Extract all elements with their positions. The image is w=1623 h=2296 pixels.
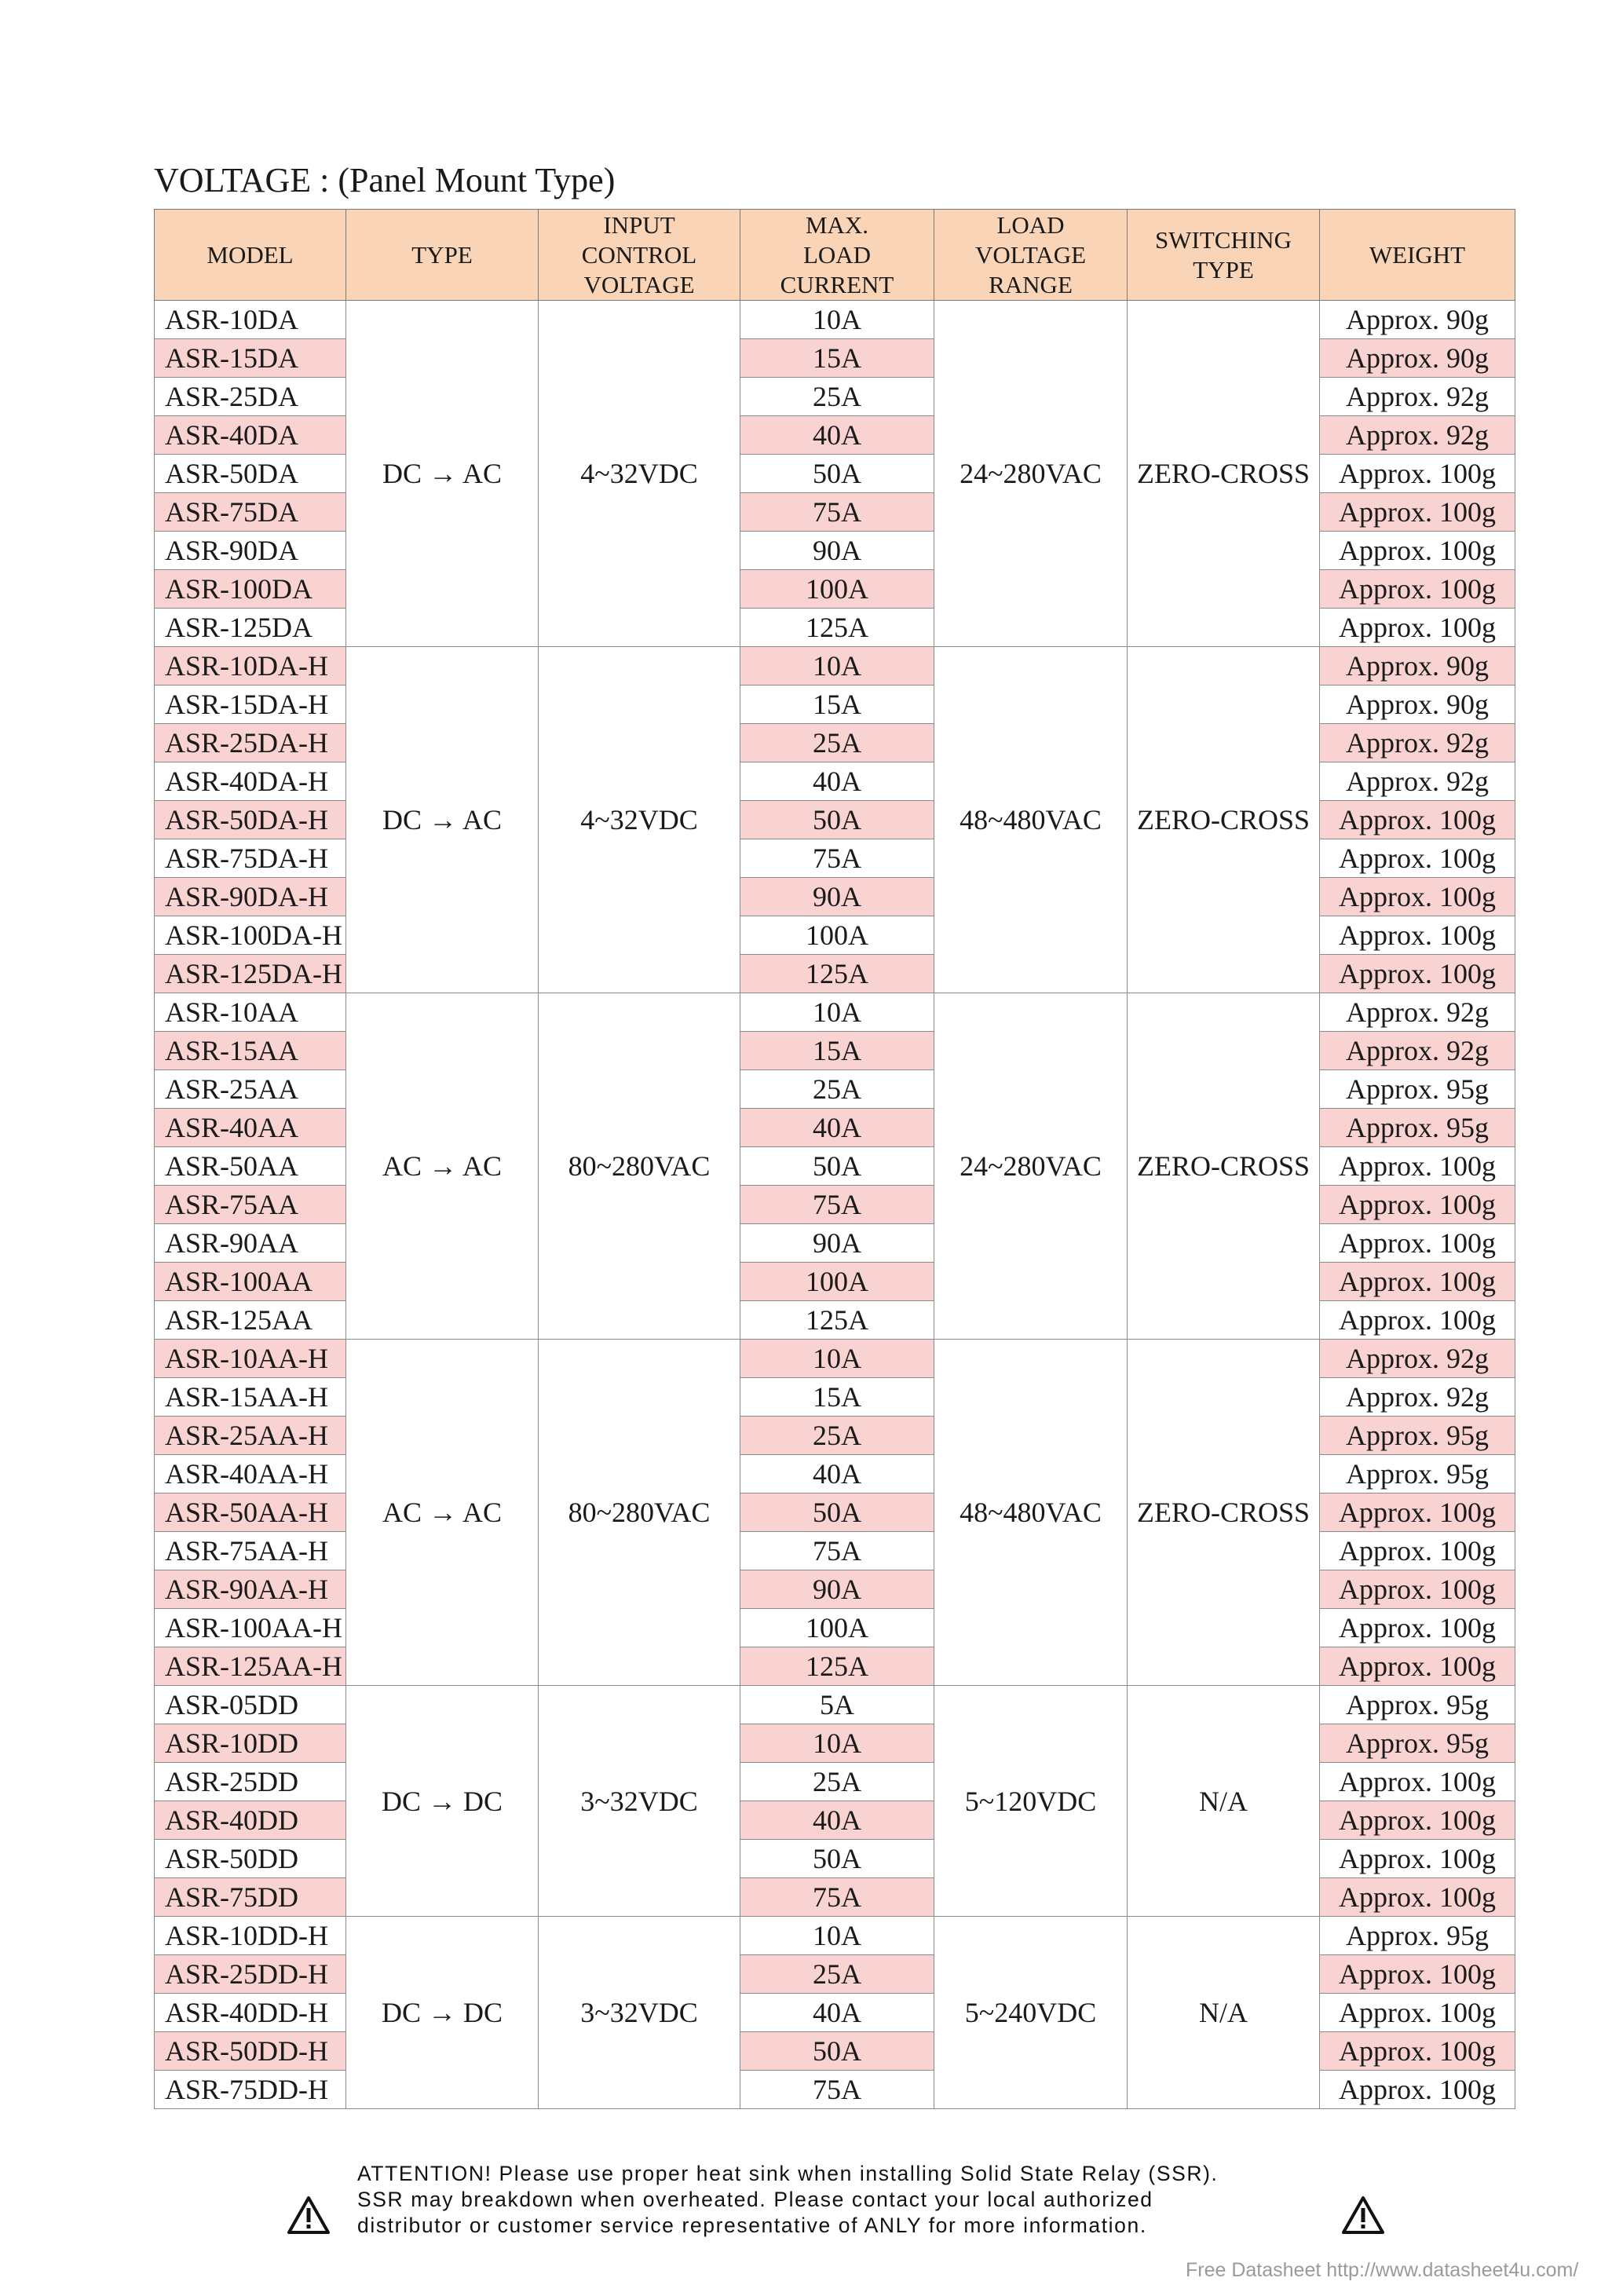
weight-cell: Approx. 100g — [1320, 1994, 1515, 2032]
current-cell: 25A — [740, 378, 934, 416]
weight-cell: Approx. 100g — [1320, 1532, 1515, 1570]
current-cell: 40A — [740, 762, 934, 801]
page-title: VOLTAGE : (Panel Mount Type) — [154, 161, 616, 199]
current-cell: 40A — [740, 1994, 934, 2032]
weight-cell: Approx. 90g — [1320, 301, 1515, 339]
current-cell: 40A — [740, 1455, 934, 1493]
table-row — [155, 993, 1515, 1032]
header-line: CURRENT — [780, 270, 894, 298]
weight-cell: Approx. 100g — [1320, 1955, 1515, 1994]
current-cell: 75A — [740, 2071, 934, 2109]
model-cell: ASR-10DD-H — [155, 1917, 346, 1955]
weight-cell: Approx. 100g — [1320, 532, 1515, 570]
model-cell: ASR-50DA-H — [155, 801, 346, 839]
current-cell: 50A — [740, 1493, 934, 1532]
header-row — [155, 210, 1515, 301]
current-cell: 125A — [740, 1301, 934, 1340]
current-cell: 125A — [740, 1647, 934, 1686]
load-voltage-range-cell: 5~240VDC — [934, 1917, 1128, 2109]
current-cell: 75A — [740, 1532, 934, 1570]
model-cell: ASR-125AA — [155, 1301, 346, 1340]
current-cell: 15A — [740, 1378, 934, 1417]
type-cell: DC → AC — [346, 301, 539, 647]
input-voltage-cell: 80~280VAC — [539, 993, 740, 1340]
model-cell: ASR-15DA — [155, 339, 346, 378]
model-cell: ASR-100AA — [155, 1263, 346, 1301]
current-cell: 100A — [740, 570, 934, 609]
weight-cell: Approx. 90g — [1320, 647, 1515, 686]
current-cell: 75A — [740, 1186, 934, 1224]
load-voltage-range-cell: 24~280VAC — [934, 993, 1128, 1340]
weight-cell: Approx. 100g — [1320, 1647, 1515, 1686]
weight-cell: Approx. 95g — [1320, 1917, 1515, 1955]
current-cell: 75A — [740, 493, 934, 532]
model-cell: ASR-15AA-H — [155, 1378, 346, 1417]
model-cell: ASR-125DA — [155, 609, 346, 647]
input-voltage-cell: 4~32VDC — [539, 301, 740, 647]
model-cell: ASR-40AA — [155, 1109, 346, 1147]
model-cell: ASR-50DA — [155, 455, 346, 493]
model-cell: ASR-15DA-H — [155, 686, 346, 724]
header-line: VOLTAGE — [583, 270, 695, 298]
model-cell: ASR-125DA-H — [155, 955, 346, 993]
current-cell: 10A — [740, 1340, 934, 1378]
type-cell: AC → AC — [346, 993, 539, 1340]
weight-cell: Approx. 100g — [1320, 455, 1515, 493]
model-cell: ASR-75AA — [155, 1186, 346, 1224]
type-cell: DC → DC — [346, 1686, 539, 1917]
model-cell: ASR-75AA-H — [155, 1532, 346, 1570]
model-cell: ASR-75DA-H — [155, 839, 346, 878]
weight-cell: Approx. 92g — [1320, 993, 1515, 1032]
header-line: MAX. — [805, 210, 869, 239]
weight-cell: Approx. 100g — [1320, 1570, 1515, 1609]
weight-cell: Approx. 100g — [1320, 2071, 1515, 2109]
model-cell: ASR-25DA-H — [155, 724, 346, 762]
header-line: SWITCHING — [1155, 225, 1292, 254]
weight-cell: Approx. 100g — [1320, 1147, 1515, 1186]
model-cell: ASR-25AA — [155, 1070, 346, 1109]
attention-line: SSR may breakdown when overheated. Please contact your local authorized — [357, 2188, 1153, 2211]
input-voltage-cell: 3~32VDC — [539, 1686, 740, 1917]
model-cell: ASR-10AA-H — [155, 1340, 346, 1378]
model-cell: ASR-10DA — [155, 301, 346, 339]
model-cell: ASR-90DA — [155, 532, 346, 570]
header-line: CONTROL — [581, 240, 697, 269]
weight-cell: Approx. 95g — [1320, 1724, 1515, 1763]
model-cell: ASR-90DA-H — [155, 878, 346, 916]
weight-cell: Approx. 100g — [1320, 801, 1515, 839]
weight-cell: Approx. 90g — [1320, 339, 1515, 378]
model-cell: ASR-10DA-H — [155, 647, 346, 686]
table-row — [155, 1917, 1515, 1955]
model-cell: ASR-40DD-H — [155, 1994, 346, 2032]
table-body — [155, 301, 1515, 2109]
model-cell: ASR-90AA — [155, 1224, 346, 1263]
weight-cell: Approx. 95g — [1320, 1455, 1515, 1493]
model-cell: ASR-50DD — [155, 1840, 346, 1878]
current-cell: 90A — [740, 878, 934, 916]
table-row — [155, 1340, 1515, 1378]
model-cell: ASR-75DD — [155, 1878, 346, 1917]
model-cell: ASR-40AA-H — [155, 1455, 346, 1493]
current-cell: 25A — [740, 1955, 934, 1994]
type-cell: DC → AC — [346, 647, 539, 993]
current-cell: 50A — [740, 455, 934, 493]
current-cell: 90A — [740, 1570, 934, 1609]
current-cell: 100A — [740, 916, 934, 955]
switching-type-cell: N/A — [1128, 1917, 1320, 2109]
weight-cell: Approx. 100g — [1320, 493, 1515, 532]
weight-cell: Approx. 92g — [1320, 416, 1515, 455]
current-cell: 10A — [740, 1724, 934, 1763]
weight-cell: Approx. 100g — [1320, 955, 1515, 993]
current-cell: 15A — [740, 1032, 934, 1070]
weight-cell: Approx. 100g — [1320, 1801, 1515, 1840]
current-cell: 15A — [740, 686, 934, 724]
switching-type-cell: N/A — [1128, 1686, 1320, 1917]
current-cell: 75A — [740, 839, 934, 878]
current-cell: 100A — [740, 1609, 934, 1647]
current-cell: 25A — [740, 724, 934, 762]
switching-type-cell: ZERO-CROSS — [1128, 647, 1320, 993]
header-weight: WEIGHT — [1320, 210, 1515, 301]
model-cell: ASR-75DA — [155, 493, 346, 532]
weight-cell: Approx. 92g — [1320, 1032, 1515, 1070]
header-type: TYPE — [346, 210, 539, 301]
model-cell: ASR-100AA-H — [155, 1609, 346, 1647]
weight-cell: Approx. 92g — [1320, 724, 1515, 762]
weight-cell: Approx. 92g — [1320, 1340, 1515, 1378]
type-cell: DC → DC — [346, 1917, 539, 2109]
weight-cell: Approx. 100g — [1320, 2032, 1515, 2071]
model-cell: ASR-15AA — [155, 1032, 346, 1070]
current-cell: 50A — [740, 1147, 934, 1186]
header-line: RANGE — [989, 270, 1073, 298]
table-row — [155, 647, 1515, 686]
current-cell: 40A — [740, 416, 934, 455]
header-line: INPUT — [603, 210, 675, 239]
weight-cell: Approx. 100g — [1320, 839, 1515, 878]
model-cell: ASR-75DD-H — [155, 2071, 346, 2109]
weight-cell: Approx. 100g — [1320, 1878, 1515, 1917]
load-voltage-range-cell: 5~120VDC — [934, 1686, 1128, 1917]
model-cell: ASR-25DA — [155, 378, 346, 416]
load-voltage-range-cell: 48~480VAC — [934, 1340, 1128, 1686]
current-cell: 10A — [740, 647, 934, 686]
current-cell: 40A — [740, 1109, 934, 1147]
model-cell: ASR-40DD — [155, 1801, 346, 1840]
current-cell: 25A — [740, 1070, 934, 1109]
weight-cell: Approx. 100g — [1320, 1186, 1515, 1224]
model-cell: ASR-40DA-H — [155, 762, 346, 801]
model-cell: ASR-40DA — [155, 416, 346, 455]
header-switching-type — [1128, 210, 1320, 301]
current-cell: 40A — [740, 1801, 934, 1840]
switching-type-cell: ZERO-CROSS — [1128, 993, 1320, 1340]
header-line: TYPE — [1193, 255, 1254, 283]
current-cell: 5A — [740, 1686, 934, 1724]
header-line: LOAD — [996, 210, 1065, 239]
model-cell: ASR-05DD — [155, 1686, 346, 1724]
current-cell: 125A — [740, 955, 934, 993]
current-cell: 10A — [740, 1917, 934, 1955]
header-input-control-voltage — [539, 210, 740, 301]
current-cell: 10A — [740, 301, 934, 339]
weight-cell: Approx. 92g — [1320, 1378, 1515, 1417]
switching-type-cell: ZERO-CROSS — [1128, 301, 1320, 647]
current-cell: 90A — [740, 1224, 934, 1263]
current-cell: 75A — [740, 1878, 934, 1917]
model-cell: ASR-125AA-H — [155, 1647, 346, 1686]
weight-cell: Approx. 100g — [1320, 1609, 1515, 1647]
current-cell: 10A — [740, 993, 934, 1032]
weight-cell: Approx. 95g — [1320, 1070, 1515, 1109]
weight-cell: Approx. 100g — [1320, 1224, 1515, 1263]
model-cell: ASR-100DA-H — [155, 916, 346, 955]
weight-cell: Approx. 90g — [1320, 686, 1515, 724]
footer-watermark: Free Datasheet http://www.datasheet4u.com/ — [1186, 2259, 1579, 2281]
model-cell: ASR-25DD-H — [155, 1955, 346, 1994]
weight-cell: Approx. 95g — [1320, 1686, 1515, 1724]
model-cell: ASR-50AA-H — [155, 1493, 346, 1532]
weight-cell: Approx. 100g — [1320, 1263, 1515, 1301]
load-voltage-range-cell: 24~280VAC — [934, 301, 1128, 647]
attention-notice — [357, 2161, 1219, 2239]
header-line: LOAD — [802, 240, 872, 269]
table-row — [155, 301, 1515, 339]
weight-cell: Approx. 100g — [1320, 609, 1515, 647]
weight-cell: Approx. 100g — [1320, 1301, 1515, 1340]
model-cell: ASR-25DD — [155, 1763, 346, 1801]
header-load-voltage-range — [934, 210, 1128, 301]
current-cell: 15A — [740, 339, 934, 378]
current-cell: 100A — [740, 1263, 934, 1301]
model-cell: ASR-100DA — [155, 570, 346, 609]
attention-line: distributor or customer service representative of ANLY for more information. — [357, 2214, 1147, 2237]
attention-line: ATTENTION! Please use proper heat sink when installing Solid State Relay (SSR). — [357, 2162, 1219, 2185]
model-cell: ASR-25AA-H — [155, 1417, 346, 1455]
current-cell: 50A — [740, 2032, 934, 2071]
load-voltage-range-cell: 48~480VAC — [934, 647, 1128, 993]
model-cell: ASR-10DD — [155, 1724, 346, 1763]
weight-cell: Approx. 95g — [1320, 1417, 1515, 1455]
weight-cell: Approx. 100g — [1320, 1763, 1515, 1801]
table-row — [155, 1686, 1515, 1724]
weight-cell: Approx. 100g — [1320, 878, 1515, 916]
weight-cell: Approx. 92g — [1320, 378, 1515, 416]
model-cell: ASR-10AA — [155, 993, 346, 1032]
warning-icon — [1341, 2195, 1385, 2235]
spec-table — [154, 209, 1515, 2109]
header-model: MODEL — [155, 210, 346, 301]
current-cell: 25A — [740, 1417, 934, 1455]
weight-cell: Approx. 100g — [1320, 1840, 1515, 1878]
current-cell: 50A — [740, 1840, 934, 1878]
weight-cell: Approx. 100g — [1320, 570, 1515, 609]
switching-type-cell: ZERO-CROSS — [1128, 1340, 1320, 1686]
warning-icon — [287, 2195, 331, 2235]
weight-cell: Approx. 95g — [1320, 1109, 1515, 1147]
current-cell: 25A — [740, 1763, 934, 1801]
current-cell: 125A — [740, 609, 934, 647]
model-cell: ASR-90AA-H — [155, 1570, 346, 1609]
weight-cell: Approx. 100g — [1320, 1493, 1515, 1532]
current-cell: 50A — [740, 801, 934, 839]
header-max-load-current — [740, 210, 934, 301]
weight-cell: Approx. 92g — [1320, 762, 1515, 801]
weight-cell: Approx. 100g — [1320, 916, 1515, 955]
model-cell: ASR-50DD-H — [155, 2032, 346, 2071]
type-cell: AC → AC — [346, 1340, 539, 1686]
header-line: VOLTAGE — [974, 240, 1087, 269]
input-voltage-cell: 3~32VDC — [539, 1917, 740, 2109]
model-cell: ASR-50AA — [155, 1147, 346, 1186]
current-cell: 90A — [740, 532, 934, 570]
input-voltage-cell: 4~32VDC — [539, 647, 740, 993]
input-voltage-cell: 80~280VAC — [539, 1340, 740, 1686]
